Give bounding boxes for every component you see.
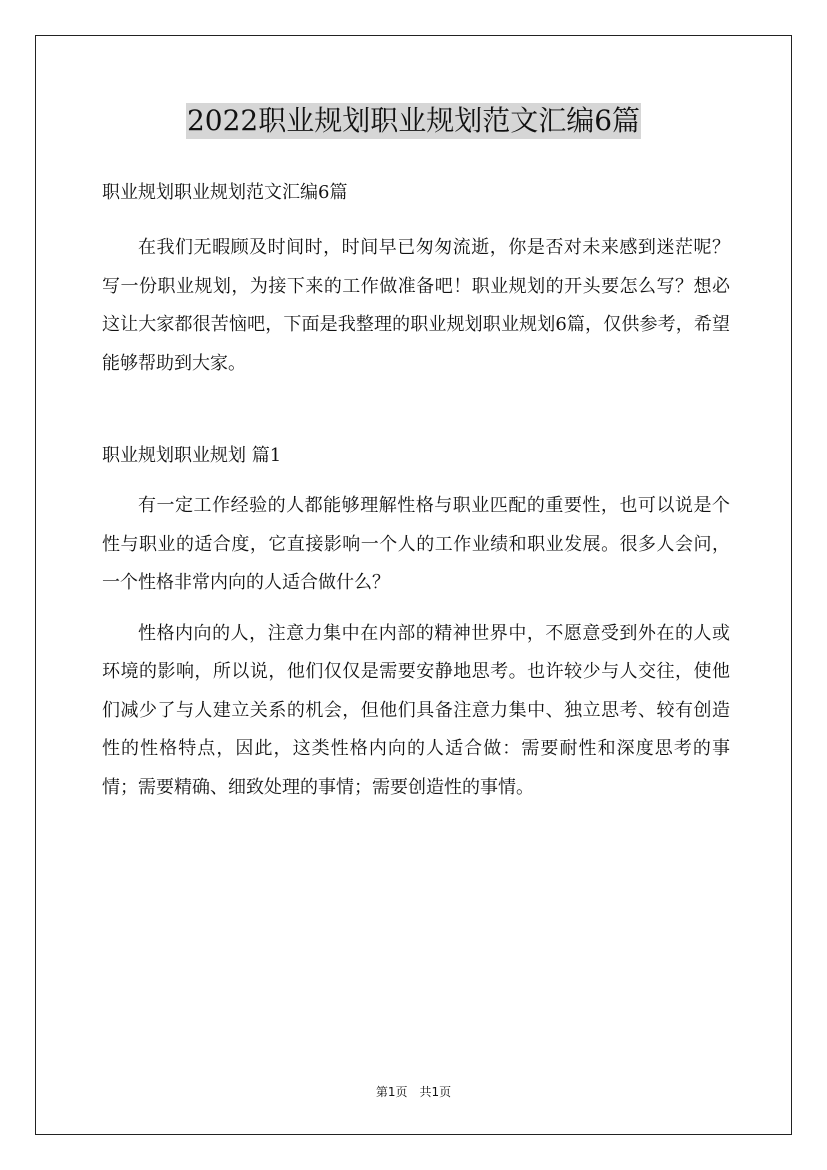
document-subtitle: 职业规划职业规划范文汇编6篇 <box>102 182 348 203</box>
title-container <box>0 103 827 139</box>
page-footer <box>0 1083 827 1100</box>
body-paragraph: 有一定工作经验的人都能够理解性格与职业匹配的重要性，也可以说是个性与职业的适合度，它直接影响一个人的工作业绩和职业发展。很多人会问，一个性格非常内向的人适合做什么？ <box>102 495 730 593</box>
section-heading: 职业规划职业规划 篇1 <box>102 445 282 466</box>
body-paragraph: 性格内向的人，注意力集中在内部的精神世界中，不愿意受到外在的人或环境的影响，所以说，他们仅仅是需要安静地思考。也许较少与人交往，使他们减少了与人建立关系的机会，但他们具备注意力集中、独立思考、较有创造性的性格特点，因此，这类性格内向的人适合做：需要耐性和深度思考的事情；需要精确、细致处理的事情；需要创造性的事情。 <box>102 622 730 798</box>
page-number: 第1页 <box>375 1085 408 1099</box>
document-body <box>102 176 730 807</box>
document-title: 2022职业规划职业规划范文汇编6篇 <box>186 104 641 137</box>
intro-paragraph: 在我们无暇顾及时间时，时间早已匆匆流逝，你是否对未来感到迷茫呢？写一份职业规划，为接下来的工作做准备吧！职业规划的开头要怎么写？想必这让大家都很苦恼吧，下面是我整理的职业规划职业规划6篇，仅供参考，希望能够帮助到大家。 <box>102 237 730 374</box>
page-total: 共1页 <box>419 1085 452 1099</box>
